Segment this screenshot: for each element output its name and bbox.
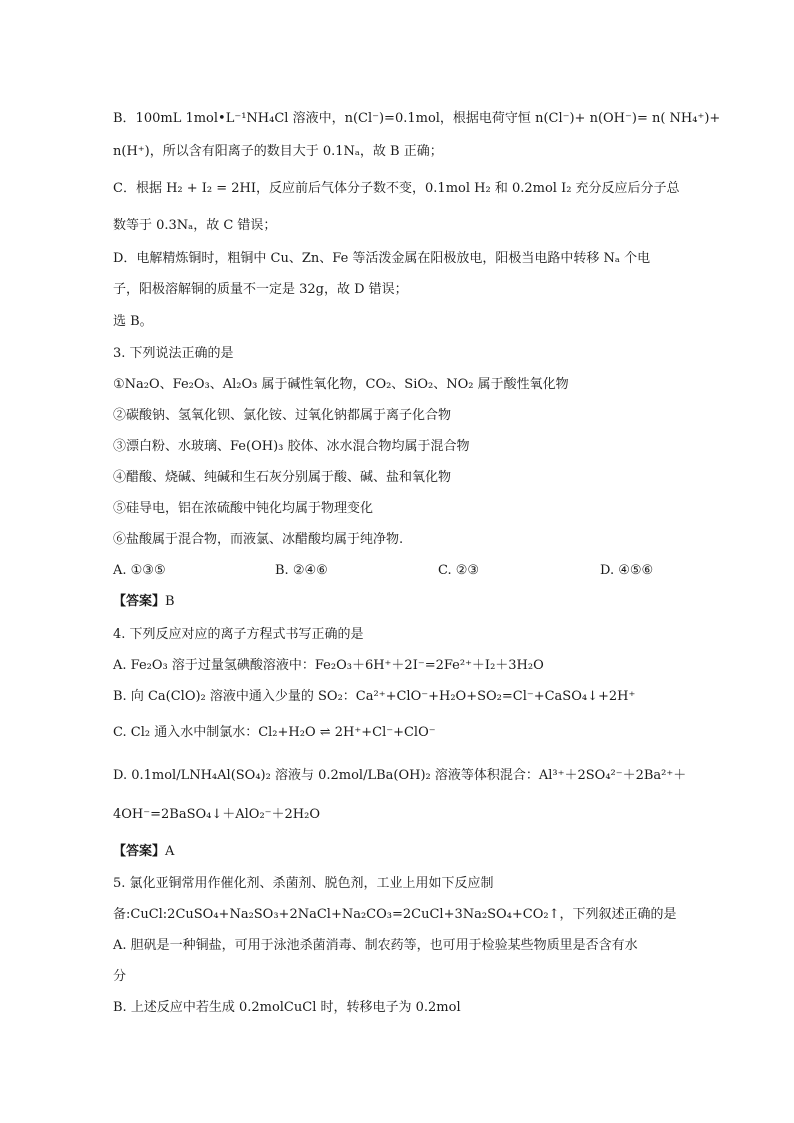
answer-line [113,593,175,611]
answer-tag: 【答案】 [113,594,166,609]
answer-value: A [165,844,175,859]
answer-tag: 【答案】 [113,844,166,859]
text-line: C．根据 H₂ + I₂ = 2HI，反应前后气体分子数不变，0.1mol H₂ 和 0.2mol I₂ 充分反应后分子总 [113,181,680,196]
text-line: A. Fe₂O₃ 溶于过量氢碘酸溶液中：Fe₂O₃＋6H⁺＋2I⁻=2Fe²⁺＋I₂＋3H₂O [113,658,544,673]
text-line: ⑤硅导电，铝在浓硫酸中钝化均属于物理变化 [113,501,374,516]
option-a: A. ①③⑤ [113,563,166,578]
text-line: ②碳酸钠、氢氧化钡、氯化铵、过氧化钠都属于离子化合物 [113,408,452,423]
text-line: ①Na₂O、Fe₂O₃、Al₂O₃ 属于碱性氧化物，CO₂、SiO₂、NO₂ 属于酸性氧化物 [113,377,569,392]
text-line: B. 上述反应中若生成 0.2molCuCl 时，转移电子为 0.2mol [113,1000,461,1015]
text-line: 子，阳极溶解铜的质量不一定是 32g，故 D 错误； [113,282,408,297]
answer-value: B [165,594,175,609]
text-line: B. 向 Ca(ClO)₂ 溶液中通入少量的 SO₂：Ca²⁺+ClO⁻+H₂O+SO₂=Cl⁻+CaSO₄↓+2H⁺ [113,689,636,704]
text-line: D. 0.1mol/LNH₄Al(SO₄)₂ 溶液与 0.2mol/LBa(OH)₂ 溶液等体积混合：Al³⁺＋2SO₄²⁻＋2Ba²⁺＋ [113,768,687,783]
option-c: C. ②③ [438,563,480,578]
option-b: B. ②④⑥ [275,563,328,578]
text-line: 数等于 0.3Nₐ，故 C 错误； [113,218,277,233]
text-line: 选 B。 [113,314,153,329]
text-line: 备:CuCl:2CuSO₄+Na₂SO₃+2NaCl+Na₂CO₃=2CuCl+3Na₂SO₄+CO₂↑，下列叙述正确的是 [113,907,677,922]
text-line: 分 [113,969,127,984]
text-line: ③漂白粉、水玻璃、Fe(OH)₃ 胶体、冰水混合物均属于混合物 [113,439,470,454]
text-line: C. Cl₂ 通入水中制氯水：Cl₂+H₂O ⇌ 2H⁺+Cl⁻+ClO⁻ [113,725,436,740]
text-line: ④醋酸、烧碱、纯碱和生石灰分别属于酸、碱、盐和氧化物 [113,470,452,485]
text-line: B．100mL 1mol•L⁻¹NH₄Cl 溶液中，n(Cl⁻)=0.1mol，根据电荷守恒 n(Cl⁻)+ n(OH⁻)= n( NH₄⁺)+ [113,111,721,126]
text-line: n(H⁺)，所以含有阳离子的数目大于 0.1Nₐ，故 B 正确； [113,144,443,159]
answer-line [113,843,174,861]
text-line: 5. 氯化亚铜常用作催化剂、杀菌剂、脱色剂，工业上用如下反应制 [113,876,494,891]
text-line: D．电解精炼铜时，粗铜中 Cu、Zn、Fe 等活泼金属在阳极放电，阳极当电路中转移 Nₐ 个电 [113,251,651,266]
text-line: 4. 下列反应对应的离子方程式书写正确的是 [113,627,364,642]
option-d: D. ④⑤⑥ [600,563,654,578]
text-line: ⑥盐酸属于混合物，而液氯、冰醋酸均属于纯净物. [113,532,404,547]
text-line: 4OH⁻=2BaSO₄↓＋AlO₂⁻＋2H₂O [113,807,321,822]
text-line: 3. 下列说法正确的是 [113,346,234,361]
text-line: A. 胆矾是一种铜盐，可用于泳池杀菌消毒、制农药等，也可用于检验某些物质里是否含有水 [113,938,638,953]
